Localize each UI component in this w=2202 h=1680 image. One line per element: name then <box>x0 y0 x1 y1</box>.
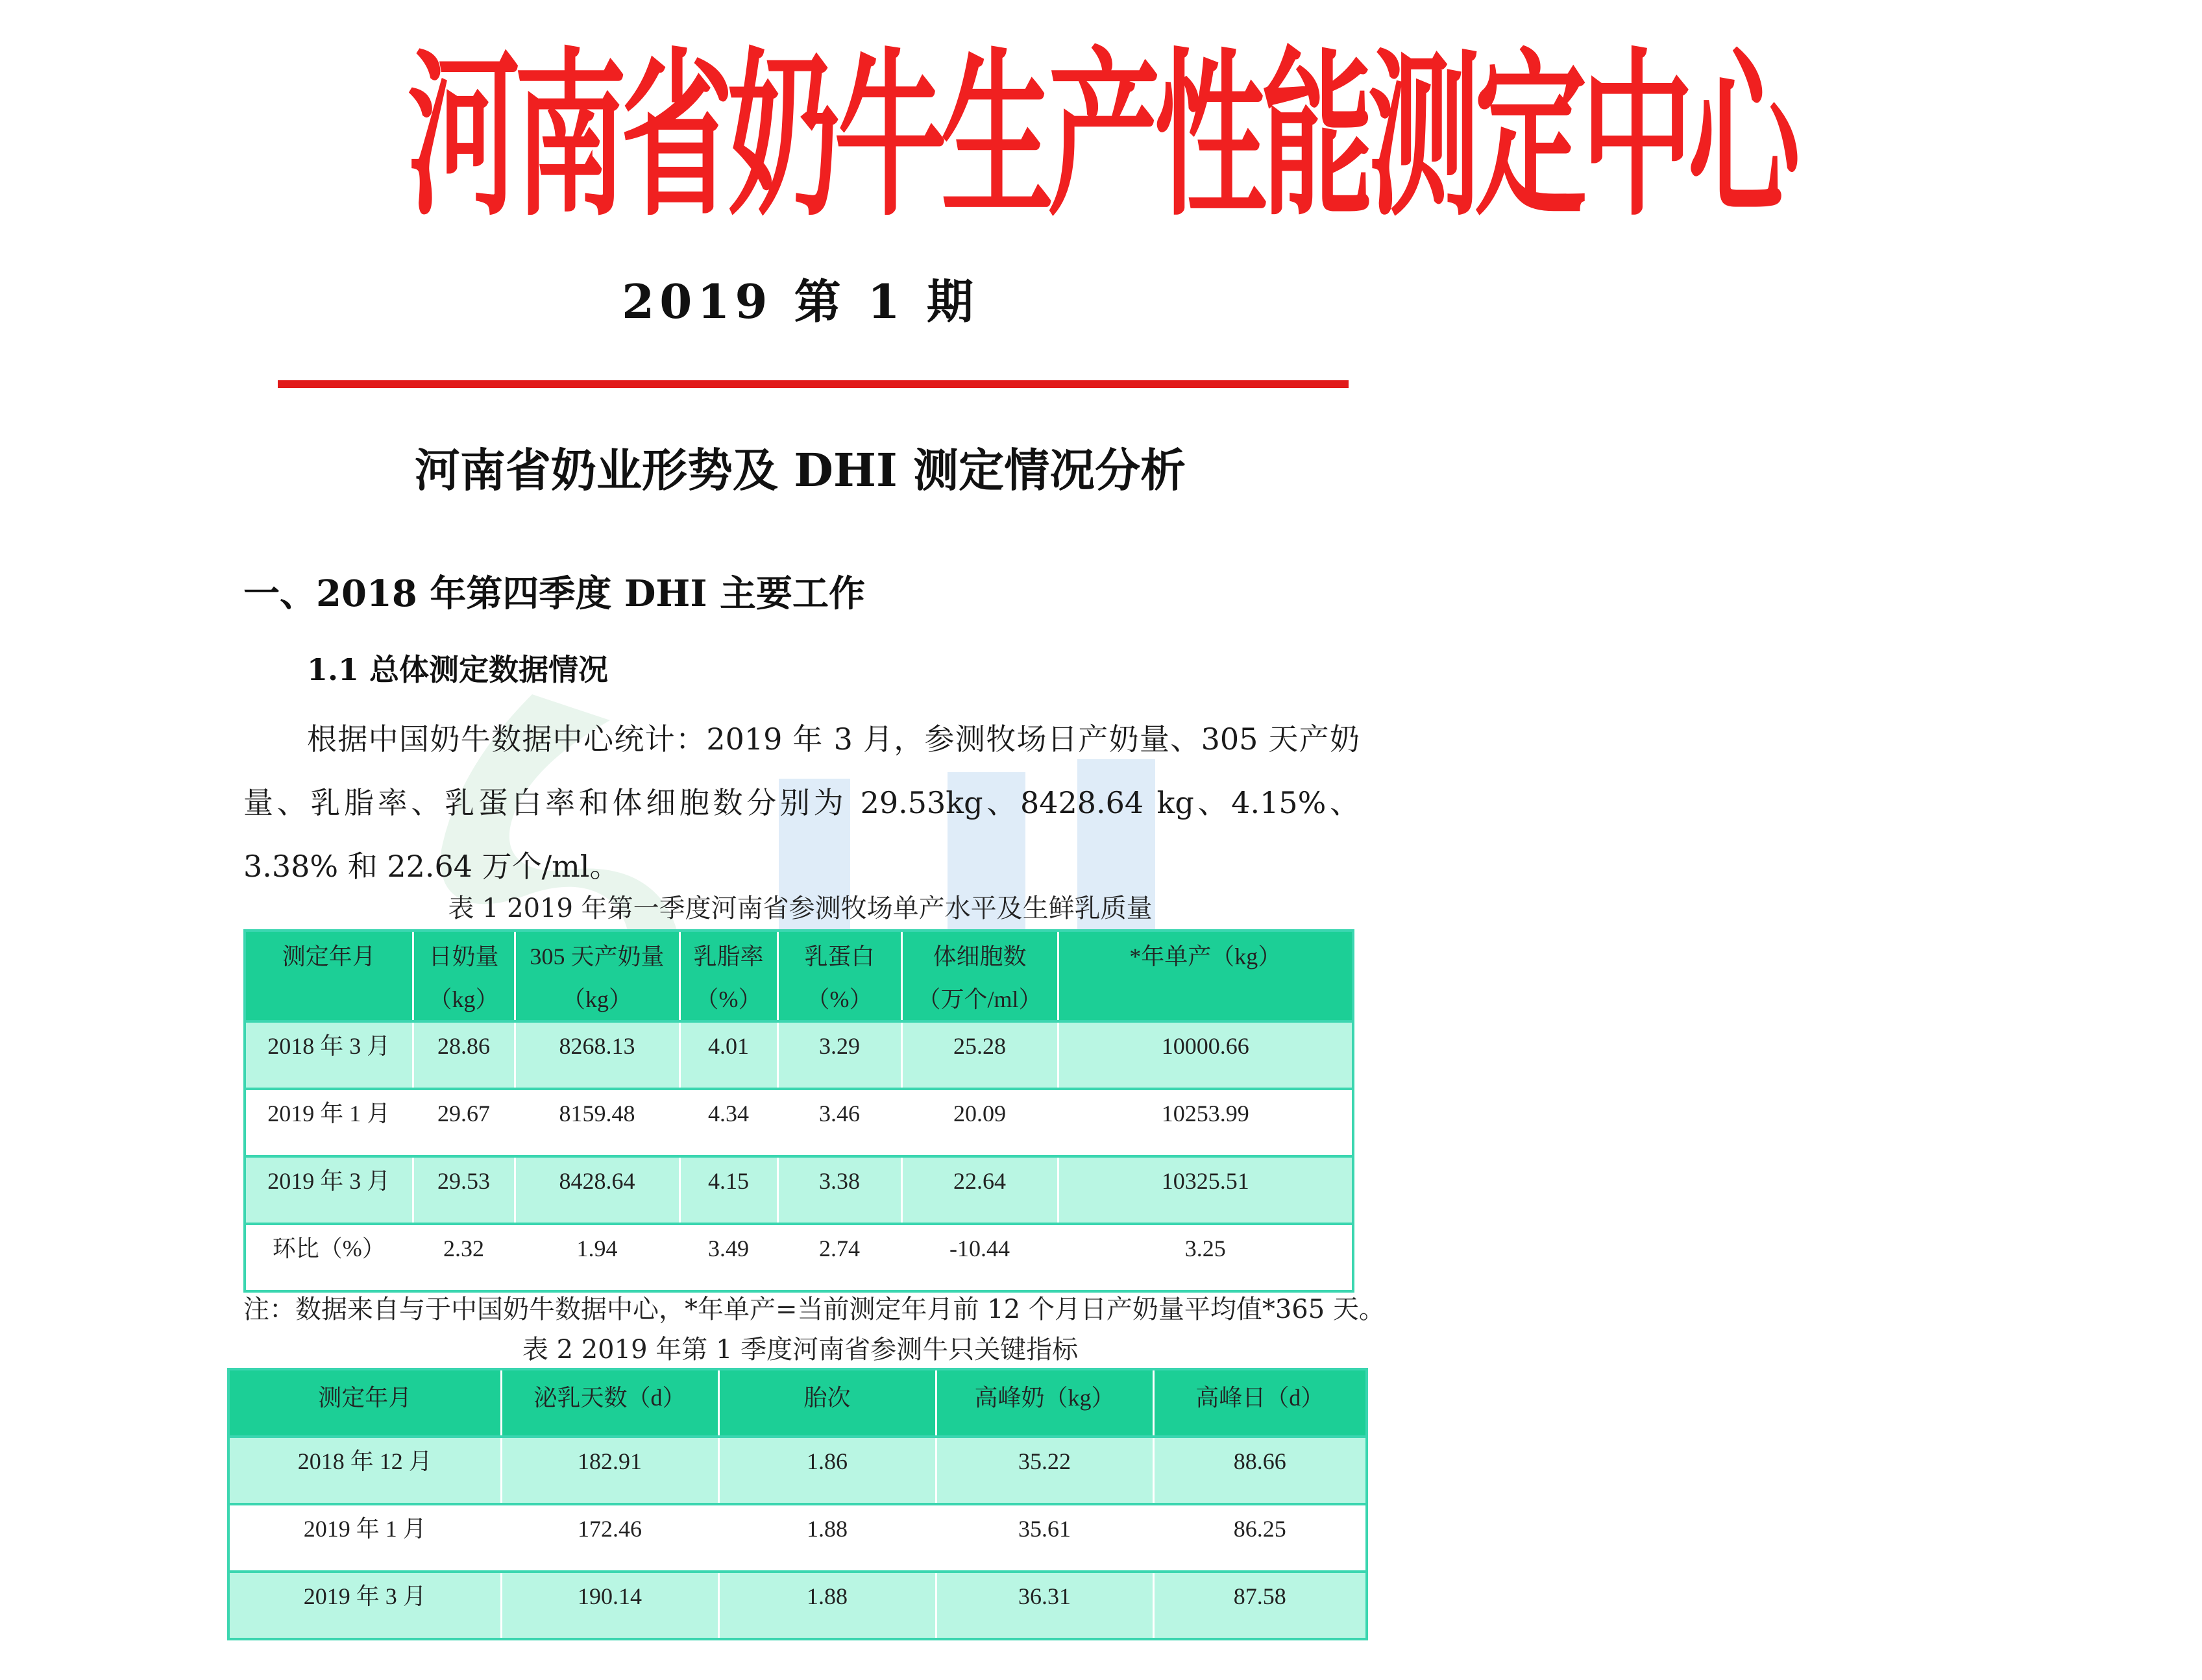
table-cell: 182.91 <box>501 1437 718 1504</box>
table2 <box>227 1368 1368 1640</box>
table1-caption: 表 1 2019 年第一季度河南省参测牧场单产水平及生鲜乳质量 <box>448 894 1153 923</box>
table-cell: 10253.99 <box>1058 1089 1353 1156</box>
table-cell: 3.46 <box>777 1089 901 1156</box>
table2-header-cell: 泌乳天数（d） <box>501 1369 718 1437</box>
table1-header-cell: 日奶量 （kg） <box>413 931 515 1021</box>
table1-header-row <box>245 931 1353 1021</box>
table1-header-cell: 乳脂率 （%） <box>679 931 777 1021</box>
table-cell: 环比（%） <box>245 1224 413 1291</box>
table-cell: 2019 年 3 月 <box>228 1572 501 1639</box>
table1-header-cell: 305 天产奶量 （kg） <box>515 931 679 1021</box>
table-cell: 29.67 <box>413 1089 515 1156</box>
table-cell: 3.25 <box>1058 1224 1353 1291</box>
section-heading-1: 一、2018 年第四季度 DHI 主要工作 <box>243 572 866 615</box>
red-divider <box>278 380 1349 388</box>
table-cell: 8159.48 <box>515 1089 679 1156</box>
table-cell: 22.64 <box>901 1156 1058 1224</box>
article-title: 河南省奶业形势及 DHI 测定情况分析 <box>414 443 1186 497</box>
table-row <box>245 1021 1353 1089</box>
table1-header-cell: 乳蛋白 （%） <box>777 931 901 1021</box>
masthead-title: 河南省奶牛生产性能测定中心 <box>407 32 1795 240</box>
table-cell: 2.32 <box>413 1224 515 1291</box>
table-cell: 86.25 <box>1153 1504 1367 1572</box>
table-cell: 10325.51 <box>1058 1156 1353 1224</box>
table-cell: 28.86 <box>413 1021 515 1089</box>
table-cell: 29.53 <box>413 1156 515 1224</box>
table-cell: 88.66 <box>1153 1437 1367 1504</box>
table-cell: 1.88 <box>718 1572 936 1639</box>
table-cell: 35.61 <box>936 1504 1153 1572</box>
table1-header-cell: 测定年月 <box>245 931 413 1021</box>
table-cell: 20.09 <box>901 1089 1058 1156</box>
table-cell: 4.01 <box>679 1021 777 1089</box>
table-cell: 2018 年 12 月 <box>228 1437 501 1504</box>
table2-header-cell: 胎次 <box>718 1369 936 1437</box>
table-row <box>245 1224 1353 1291</box>
table-cell: 172.46 <box>501 1504 718 1572</box>
table-cell: 190.14 <box>501 1572 718 1639</box>
table1-header-cell: *年单产（kg） <box>1058 931 1353 1021</box>
table-cell: 4.34 <box>679 1089 777 1156</box>
table-row <box>245 1089 1353 1156</box>
table-cell: 1.94 <box>515 1224 679 1291</box>
table-cell: 2018 年 3 月 <box>245 1021 413 1089</box>
summary-paragraph: 根据中国奶牛数据中心统计：2019 年 3 月，参测牧场日产奶量、305 天产奶量、乳脂率、乳蛋白率和体细胞数分别为 29.53kg、8428.64 kg、4.15%、3.38% 和 22.64 万个/ml。 <box>243 722 1360 884</box>
table2-header-cell: 高峰奶（kg） <box>936 1369 1153 1437</box>
table-cell: 4.15 <box>679 1156 777 1224</box>
table-cell: 10000.66 <box>1058 1021 1353 1089</box>
table1-header-cell: 体细胞数 （万个/ml） <box>901 931 1058 1021</box>
section-heading-1-1: 1.1 总体测定数据情况 <box>307 652 609 687</box>
table-row <box>228 1437 1367 1504</box>
table-cell: 2019 年 1 月 <box>228 1504 501 1572</box>
table-cell: 2.74 <box>777 1224 901 1291</box>
table2-header-row <box>228 1369 1367 1437</box>
table-cell: 3.29 <box>777 1021 901 1089</box>
table-row <box>228 1572 1367 1639</box>
table-row <box>245 1156 1353 1224</box>
table-cell: 2019 年 1 月 <box>245 1089 413 1156</box>
table-cell: 3.38 <box>777 1156 901 1224</box>
table-cell: 3.49 <box>679 1224 777 1291</box>
table-cell: 8428.64 <box>515 1156 679 1224</box>
table-cell: 2019 年 3 月 <box>245 1156 413 1224</box>
table2-header-cell: 测定年月 <box>228 1369 501 1437</box>
table-cell: 87.58 <box>1153 1572 1367 1639</box>
table-cell: 36.31 <box>936 1572 1153 1639</box>
table-cell: 1.88 <box>718 1504 936 1572</box>
table2-header-cell: 高峰日（d） <box>1153 1369 1367 1437</box>
table-cell: 8268.13 <box>515 1021 679 1089</box>
table1 <box>243 929 1354 1293</box>
table2-caption: 表 2 2019 年第 1 季度河南省参测牛只关键指标 <box>522 1335 1079 1365</box>
table-cell: -10.44 <box>901 1224 1058 1291</box>
issue-number: 2019 第 1 期 <box>622 274 979 329</box>
table-cell: 25.28 <box>901 1021 1058 1089</box>
table-cell: 35.22 <box>936 1437 1153 1504</box>
table-row <box>228 1504 1367 1572</box>
table1-note: 注：数据来自与于中国奶牛数据中心，*年单产=当前测定年月前 12 个月日产奶量平均值*365 天。 <box>243 1295 1385 1324</box>
table-cell: 1.86 <box>718 1437 936 1504</box>
